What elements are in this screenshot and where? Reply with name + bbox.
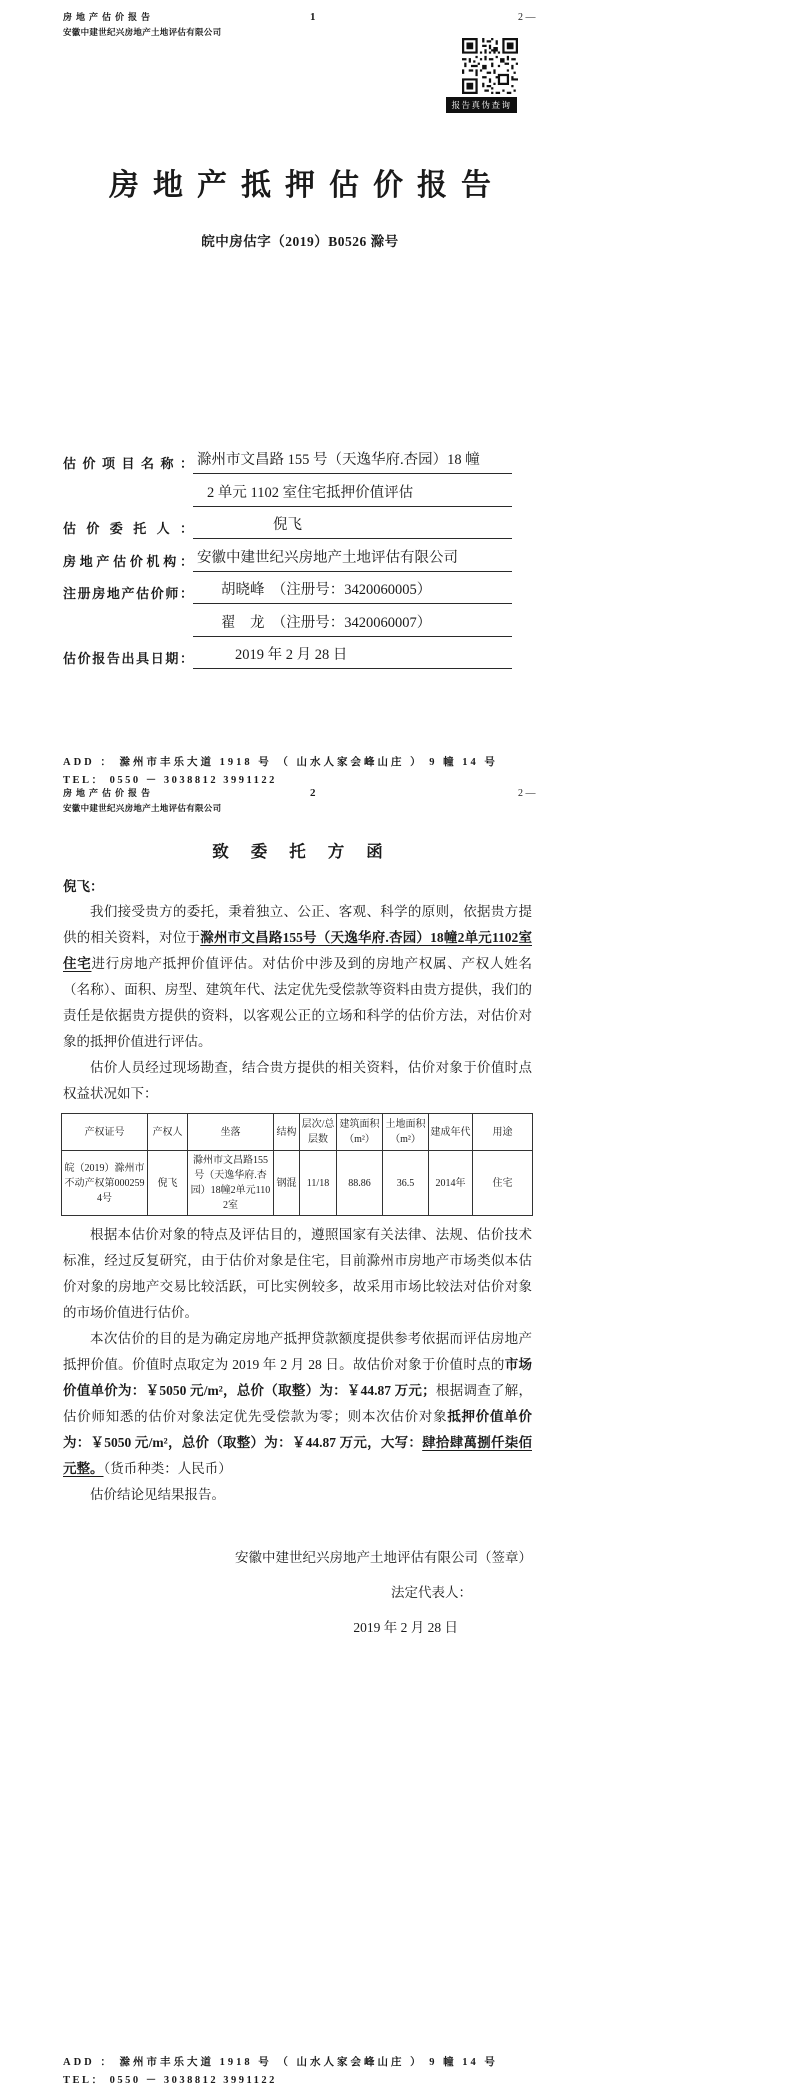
header-page-number: 2 [310,787,316,799]
field-label: 房地产估价机构： [63,553,193,569]
col-use: 用途 [473,1114,533,1151]
cell-year-built: 2014年 [429,1151,473,1216]
field-value: 翟 龙 （注册号：3420060007） [193,616,512,637]
cell-location: 滁州市文昌路155号（天逸华府.杏园）18幢2单元1102室 [188,1151,274,1216]
field-label [63,504,193,507]
letter-to-client [63,838,532,1636]
field-appraiser-1 [63,580,512,604]
footer-tel: TEL： 0550 － 3038812 3991122 [63,775,277,786]
page2-header [63,786,541,820]
cell-structure: 钢混 [274,1151,300,1216]
paragraph-see-report: 估价结论见结果报告。 [90,1487,225,1502]
header-page-right: 2 — [518,12,536,23]
para1-pre: 我们接受贵方的委托，秉着独立、公正、客观、科学的原则，依据贵方提供的相关资料，对位于 [63,904,532,945]
cell-land-area: 36.5 [383,1151,429,1216]
field-value: 2019 年 2 月 28 日 [193,648,512,669]
header-doc-type: 房地产估价报告 [63,788,155,798]
paragraph-valuation-result [63,1326,532,1482]
para4-purpose: 本次估价的目的是为确定房地产抵押贷款额度提供参考依据而评估房地产抵押价值。价值时点取定为 2019 年 2 月 28 日。故估价对象于价值时点的 [63,1331,532,1372]
para4-amount-in-words: 肆拾肆萬捌仟柒佰元整。 [63,1435,532,1476]
cell-floor: 11/18 [300,1151,337,1216]
header-page-right: 2 — [518,788,536,799]
cell-use: 住宅 [473,1151,533,1216]
col-owner: 产权人 [148,1114,188,1151]
cell-owner: 倪飞 [148,1151,188,1216]
page2-header-left [63,786,541,814]
table-row [62,1151,533,1216]
letter-salutation: 倪飞： [63,879,104,894]
col-location: 坐落 [188,1114,274,1151]
page2-footer [63,2054,563,2087]
qr-verify-caption: 报告真伪查询 [446,97,517,113]
field-report-date [63,645,512,669]
col-land-area: 土地面积（m²） [383,1114,429,1151]
report-title: 房地产抵押估价报告 [109,169,505,202]
field-label [63,634,193,637]
page1-header-left [63,10,541,38]
field-label: 估价报告出具日期： [63,650,193,666]
footer-address: ADD ： 滁州市丰乐大道 1918 号 （ 山水人家会峰山庄 ） 9 幢 14 号 [63,2057,498,2068]
page1-footer [63,754,563,787]
table-header-row [62,1114,533,1151]
signature-company: 安徽中建世纪兴房地产土地评估有限公司（签章） [235,1550,532,1565]
qr-code [462,38,518,94]
col-building-area: 建筑面积（m²） [337,1114,383,1151]
col-structure: 结构 [274,1114,300,1151]
para1-post: 进行房地产抵押价值评估。对估价中涉及到的房地产权属、产权人姓名（名称）、面积、房型、建筑年代、法定优先受偿款等资料由贵方提供，我们的责任是依据贵方提供的资料，以客观公正的立场和科学的估价方法，对估价对象的抵押价值进行评估。 [63,956,532,1049]
field-value: 胡晓峰 （注册号：3420060005） [193,583,512,604]
field-value: 2 单元 1102 室住宅抵押价值评估 [193,486,512,507]
para1-subject-property: 滁州市文昌路155号（天逸华府.杏园）18幢2单元1102室住宅 [63,930,532,971]
paragraph-survey: 估价人员经过现场勘查，结合贵方提供的相关资料，估价对象于价值时点权益状况如下： [63,1060,532,1101]
header-company: 安徽中建世纪兴房地产土地评估有限公司 [63,803,222,813]
paragraph-method: 根据本估价对象的特点及评估目的，遵照国家有关法律、法规、估价技术标准，经过反复研究，由于估价对象是住宅，目前滁州市房地产市场类似本估价对象的房地产交易比较活跃，可比实例较多，故采用市场比较法对估价对象的市场价值进行估价。 [63,1227,532,1320]
col-floor: 层次/总层数 [300,1114,337,1151]
col-year-built: 建成年代 [429,1114,473,1151]
para4-currency: （货币种类：人民币） [103,1461,232,1476]
para4-priority-claims: 根据调查了解，估价师知悉的估价对象法定优先受偿款为零；则本次估价对象 [63,1383,532,1424]
field-value: 安徽中建世纪兴房地产土地评估有限公司 [193,551,512,572]
signature-date: 2019 年 2 月 28 日 [353,1620,458,1635]
field-project-name [63,450,512,474]
para4-market-value: 市场价值单价为：￥5050 元/m²，总价（取整）为：￥44.87 万元； [63,1357,533,1398]
field-project-name-line2 [63,483,512,507]
field-value: 倪飞 [193,518,512,539]
field-client [63,515,512,539]
field-label: 注册房地产估价师： [63,585,193,601]
field-label: 估价委托人： [63,520,193,536]
header-company: 安徽中建世纪兴房地产土地评估有限公司 [63,27,222,37]
property-rights-table [61,1113,533,1216]
footer-tel: TEL： 0550 － 3038812 3991122 [63,2075,277,2086]
field-label: 估价项目名称： [63,455,193,471]
footer-address: ADD ： 滁州市丰乐大道 1918 号 （ 山水人家会峰山庄 ） 9 幢 14 号 [63,757,498,768]
signature-legal-rep: 法定代表人： [391,1585,472,1600]
report-number: 皖中房估字（2019）B0526 滁号 [201,234,399,249]
cell-building-area: 88.86 [337,1151,383,1216]
header-doc-type: 房地产估价报告 [63,12,155,22]
cell-cert-no: 皖（2019）滁州市不动产权第0002594号 [62,1151,148,1216]
header-page-number: 1 [310,11,316,23]
para4-mortgage-value: 抵押价值单价为：￥5050 元/m²，总价（取整）为：￥44.87 万元，大写： [63,1409,532,1450]
field-appraiser-2 [63,613,512,637]
field-value: 滁州市文昌路 155 号（天逸华府.杏园）18 幢 [193,453,512,474]
letter-title: 致委托方函 [212,842,405,861]
col-cert-no: 产权证号 [62,1114,148,1151]
paragraph-engagement [63,899,532,1055]
field-agency [63,548,512,572]
